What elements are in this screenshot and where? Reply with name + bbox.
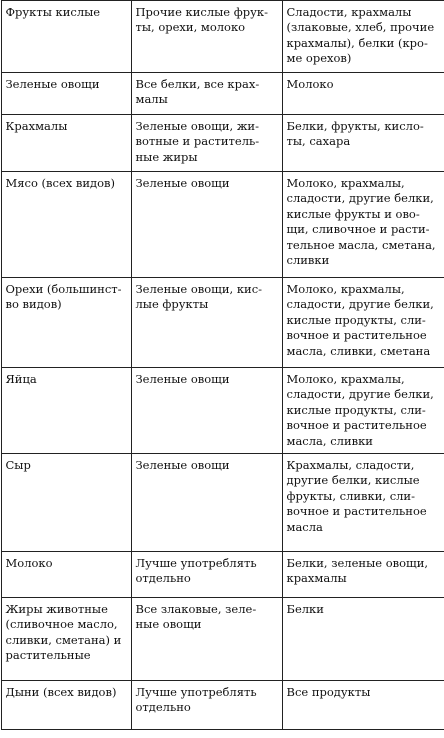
incompatible-cell: Белки bbox=[282, 598, 444, 681]
table-row bbox=[1, 681, 444, 730]
product-cell: Фрукты кислые bbox=[1, 1, 131, 73]
incompatible-cell: Белки, зеленые овощи, крахмалы bbox=[282, 552, 444, 598]
table-row bbox=[1, 115, 444, 172]
compatible-cell: Лучше употреблять отдельно bbox=[131, 681, 282, 730]
incompatible-cell: Молоко, крахмалы, сладости, другие белки, кислые продукты, сли- вочное и растительное масла, сливки, сметана bbox=[282, 278, 444, 368]
incompatible-cell: Сладости, крахмалы (злаковые, хлеб, прочие крахмалы), белки (кро- ме орехов) bbox=[282, 1, 444, 73]
incompatible-cell: Белки, фрукты, кисло- ты, сахара bbox=[282, 115, 444, 172]
table-row bbox=[1, 552, 444, 598]
incompatible-cell: Молоко, крахмалы, сладости, другие белки, кислые продукты, сли- вочное и растительное масла, сливки bbox=[282, 368, 444, 454]
compatible-cell: Зеленые овощи bbox=[131, 454, 282, 552]
compatible-cell: Все злаковые, зеле- ные овощи bbox=[131, 598, 282, 681]
product-cell: Молоко bbox=[1, 552, 131, 598]
incompatible-cell: Все продукты bbox=[282, 681, 444, 730]
table-row bbox=[1, 172, 444, 278]
compatible-cell: Лучше употреблять отдельно bbox=[131, 552, 282, 598]
incompatible-cell: Молоко bbox=[282, 73, 444, 115]
table-row bbox=[1, 1, 444, 73]
product-cell: Дыни (всех видов) bbox=[1, 681, 131, 730]
compatible-cell: Зеленые овощи bbox=[131, 368, 282, 454]
incompatible-cell: Крахмалы, сладости, другие белки, кислые фрукты, сливки, сли- вочное и растительное масла bbox=[282, 454, 444, 552]
table-row bbox=[1, 368, 444, 454]
compatible-cell: Зеленые овощи, жи- вотные и раститель- ные жиры bbox=[131, 115, 282, 172]
product-cell: Мясо (всех видов) bbox=[1, 172, 131, 278]
table-row bbox=[1, 454, 444, 552]
compatible-cell: Все белки, все крах- малы bbox=[131, 73, 282, 115]
compatible-cell: Зеленые овощи bbox=[131, 172, 282, 278]
product-cell: Зеленые овощи bbox=[1, 73, 131, 115]
food-combination-table bbox=[1, 0, 444, 730]
table-row bbox=[1, 278, 444, 368]
product-cell: Сыр bbox=[1, 454, 131, 552]
table-row bbox=[1, 598, 444, 681]
product-cell: Жиры животные (сливочное масло, сливки, сметана) и растительные bbox=[1, 598, 131, 681]
compatible-cell: Зеленые овощи, кис- лые фрукты bbox=[131, 278, 282, 368]
product-cell: Крахмалы bbox=[1, 115, 131, 172]
incompatible-cell: Молоко, крахмалы, сладости, другие белки, кислые фрукты и ово- щи, сливочное и расти- тельное масла, сметана, сливки bbox=[282, 172, 444, 278]
product-cell: Орехи (большинст- во видов) bbox=[1, 278, 131, 368]
table-row bbox=[1, 73, 444, 115]
product-cell: Яйца bbox=[1, 368, 131, 454]
compatible-cell: Прочие кислые фрук- ты, орехи, молоко bbox=[131, 1, 282, 73]
